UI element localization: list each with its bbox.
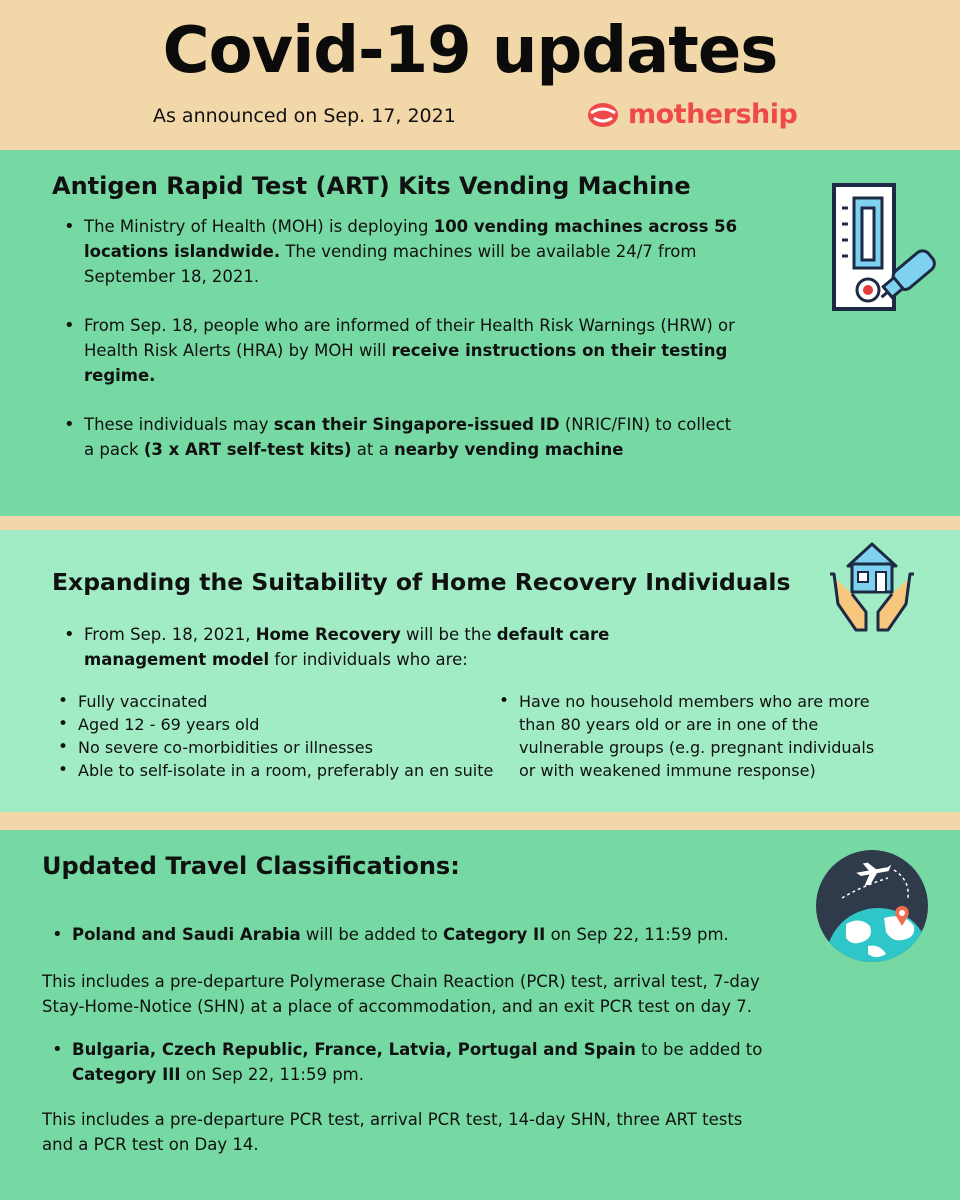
list-item: • Poland and Saudi Arabia will be added to Category II on Sep 22, 11:59 pm. xyxy=(50,922,770,947)
category-ii-note: This includes a pre-departure Polymerase Chain Reaction (PCR) test, arrival test, 7-day Stay-Home-Notice (SHN) at a place of accommodation, and an exit PCR test on day 7. xyxy=(42,972,760,1016)
list-item: • The Ministry of Health (MOH) is deploying 100 vending machines across 56 locations islandwide. The vending machines will be available 24/7 from September 18, 2021. xyxy=(62,214,742,289)
list-item: • Fully vaccinated xyxy=(56,690,496,713)
list-item: • From Sep. 18, people who are informed of their Health Risk Warnings (HRW) or Health Risk Alerts (HRA) by MOH will receive instructions on their testing regime. xyxy=(62,313,742,388)
section-divider xyxy=(0,812,960,830)
test-kit-icon xyxy=(830,182,948,312)
criteria-list-right xyxy=(497,690,877,782)
list-item: • These individuals may scan their Singapore-issued ID (NRIC/FIN) to collect a pack (3 x ART self-test kits) at a nearby vending machine xyxy=(62,412,742,462)
brand-logo xyxy=(586,99,797,130)
list-item: • Able to self-isolate in a room, preferably an en suite xyxy=(56,759,496,782)
category-ii-bullet xyxy=(50,922,770,947)
home-care-icon xyxy=(826,534,918,636)
travel-section xyxy=(0,830,960,1200)
art-heading: Antigen Rapid Test (ART) Kits Vending Machine xyxy=(52,172,691,200)
home-recovery-heading: Expanding the Suitability of Home Recovery Individuals xyxy=(52,568,791,596)
list-item: • No severe co-morbidities or illnesses xyxy=(56,736,496,759)
globe-plane-icon xyxy=(812,846,932,966)
list-item: • Aged 12 - 69 years old xyxy=(56,713,496,736)
brand-name: mothership xyxy=(628,99,798,130)
travel-heading: Updated Travel Classifications: xyxy=(42,852,460,880)
list-item: • Bulgaria, Czech Republic, France, Latvia, Portugal and Spain to be added to Category III on Sep 22, 11:59 pm. xyxy=(50,1037,770,1087)
section-divider xyxy=(0,516,960,530)
page-title: Covid-19 updates xyxy=(162,14,778,88)
category-iii-note: This includes a pre-departure PCR test, arrival PCR test, 14-day SHN, three ART tests and a PCR test on Day 14. xyxy=(42,1110,743,1154)
list-item: • From Sep. 18, 2021, Home Recovery will be the default care management model for individuals who are: xyxy=(62,622,622,672)
mothership-logo-icon xyxy=(586,101,620,129)
criteria-list-left xyxy=(56,690,496,782)
category-iii-bullet xyxy=(50,1037,770,1087)
home-recovery-section xyxy=(0,530,960,812)
art-bullets xyxy=(62,214,742,486)
list-item: • Have no household members who are more than 80 years old or are in one of the vulnerable groups (e.g. pregnant individuals or with weakened immune response) xyxy=(497,690,877,782)
home-intro xyxy=(62,622,622,672)
announcement-date: As announced on Sep. 17, 2021 xyxy=(153,105,456,127)
header xyxy=(0,0,960,150)
art-section xyxy=(0,150,960,516)
